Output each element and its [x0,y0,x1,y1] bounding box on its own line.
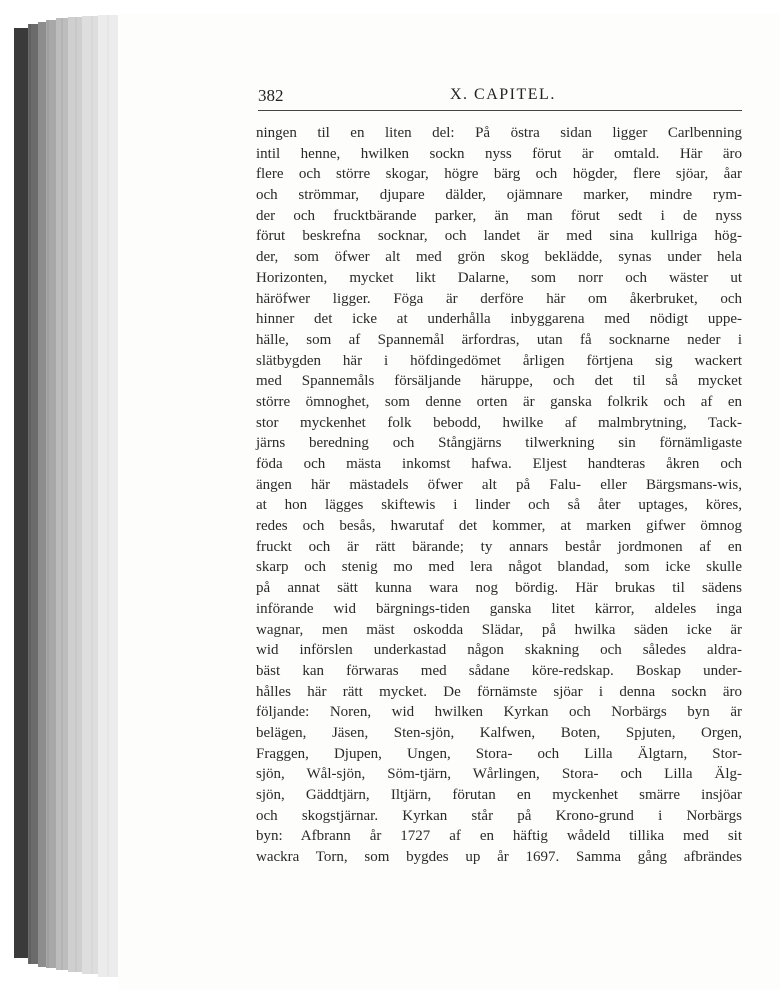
text-line: redes och besås, hwarutaf det kommer, at marken gifwer ömnog [256,518,742,535]
text-line: belägen, Jäsen, Sten-sjön, Kalfwen, Boten, Spjuten, Orgen, [256,724,742,741]
text-line: större ömnoghet, som denne orten är ganska folkrik och af en [256,393,742,410]
text-line: ängen här mästadels öfwer alt på Falu- eller Bärgsmans-wis, [256,476,742,493]
text-line: sjön, Gäddtjärn, Iltjärn, förutan en myckenhet smärre insjöar [256,787,742,803]
text-line: hälle, som af Spannemål ärfordras, utan få socknarne neder i [256,331,742,348]
text-line: intil henne, hwilken sockn nyss förut är omtald. Här äro [256,145,742,162]
text-line: införande wid bärgnings-tiden ganska litet kärror, aldeles inga [256,600,742,617]
text-line: wagnar, men mäst oskodda Slädar, på hwilka säden icke är [256,621,742,638]
page-header [258,84,742,111]
text-line: på annat sätt kunna wara nog bördig. Här brukas til sädens [256,580,742,597]
text-line: byn: Afbrann år 1727 af en häftig wådeld tillika med sit [256,828,742,845]
text-line: sjön, Wål-sjön, Söm-tjärn, Wårlingen, Stora- och Lilla Älg- [256,766,742,783]
text-line: järns beredning och Stångjärns tilwerkning sin förnämligaste [256,435,742,452]
text-line: Horizonten, mycket likt Dalarne, som norr och wäster ut [256,269,742,286]
text-line: och skogstjärnar. Kyrkan står på Krono-grund i Norbärgs [256,807,742,824]
text-line: wackra Torn, som bygdes up år 1697. Samma gång afbrändes [256,849,742,866]
book-page-edges [0,0,120,990]
text-line: häröfwer ligger. Föga är derföre här om åkerbruket, och [256,290,742,307]
text-line: med Spannemåls försäljande häruppe, och det til så mycket [256,373,742,390]
text-line: slätbygden här i höfdingedömet årligen förtjena sig wackert [256,352,742,369]
text-line: förut beskrefna socknar, och landet är med sina kullriga hög- [256,228,742,245]
text-line: ningen til en liten del: På östra sidan ligger Carlbenning [256,125,742,141]
text-line: föda och mästa inkomst hafwa. Eljest handteras åkren och [256,456,742,472]
text-line: hålles här rätt mycket. De förnämste sjöar i denna sockn äro [256,683,742,700]
text-line: Fraggen, Djupen, Ungen, Stora- och Lilla Älgtarn, Stor- [256,745,742,762]
text-line: bäst kan förwaras med sådane köre-redskap. Boskap under- [256,662,742,679]
text-line: hinner det icke at underhålla inbyggarena med nödigt uppe- [256,311,742,328]
page-body-text [256,123,742,868]
text-line: fruckt och är rätt bärande; ty annars består jordmonen af en [256,538,742,555]
text-line: skarp och stenig mo med lera något blandad, som icke skulle [256,559,742,576]
text-line: stor myckenhet folk bebodd, hwilke af malmbrytning, Tack- [256,414,742,431]
text-line: der, som öfwer alt med grön skog beklädde, synas under hela [256,249,742,266]
text-line: och strömmar, djupare dälder, ojämnare marker, mindre rym- [256,187,742,204]
page-number: 382 [258,86,284,105]
text-line: wid införslen underkastad någon skakning och således aldra- [256,642,742,659]
text-line: följande: Noren, wid hwilken Kyrkan och Norbärgs byn är [256,704,742,721]
text-line: flere och större skogar, högre bärg och högder, flere sjöar, åar [256,166,742,183]
text-line: der och frucktbärande parker, än man förut sedt i de nyss [256,207,742,224]
chapter-title: X. CAPITEL. [450,86,556,103]
text-line: at hon lägges skiftewis i linder och så åter uptages, köres, [256,497,742,514]
